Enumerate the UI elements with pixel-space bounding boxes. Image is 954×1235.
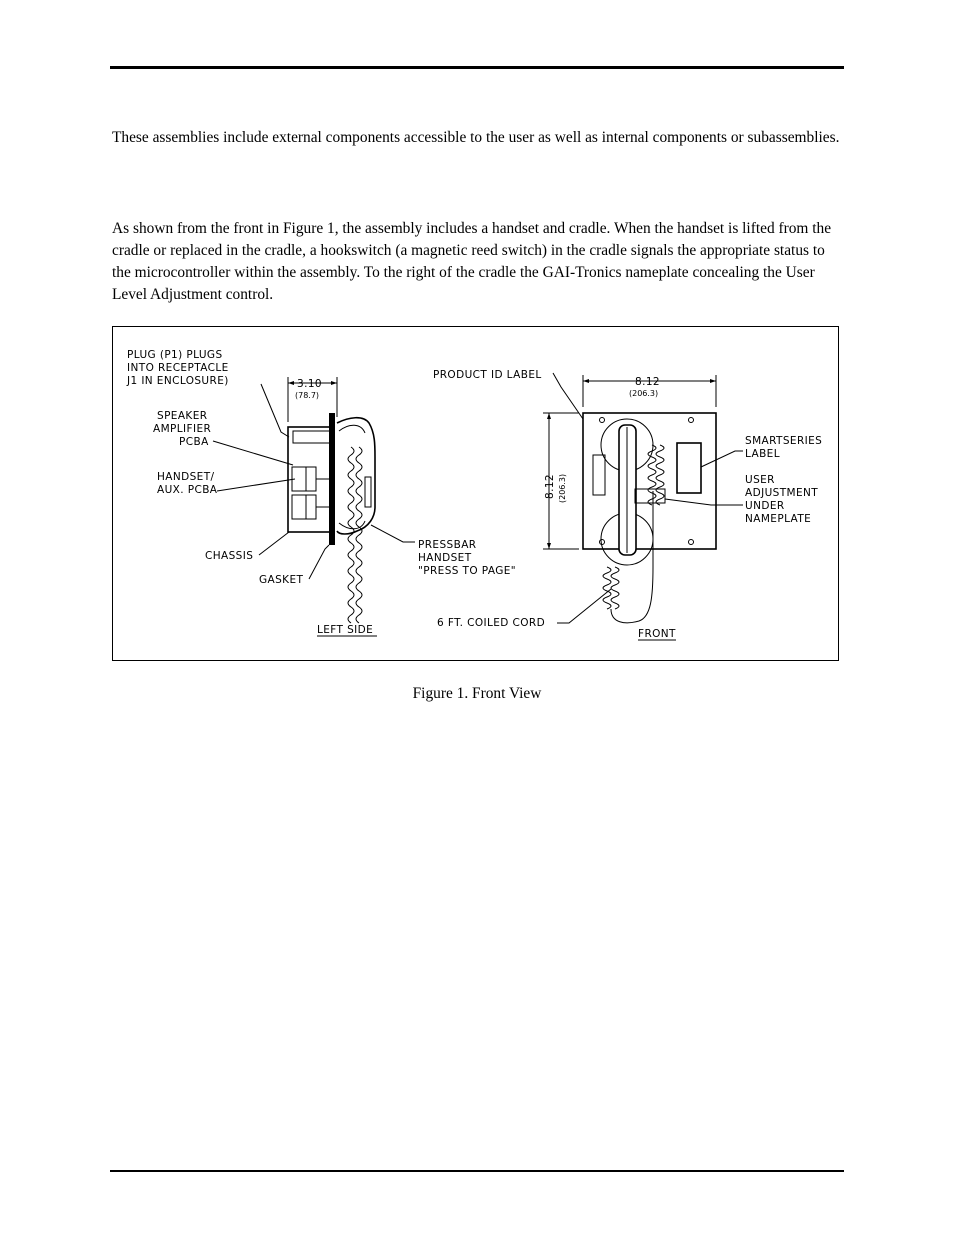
plug-label-line2: INTO RECEPTACLE xyxy=(127,362,229,374)
user-adjust-label-line3: UNDER xyxy=(745,500,785,512)
speaker-label-line3: PCBA xyxy=(179,436,209,448)
pressbar-label-line1: PRESSBAR xyxy=(418,539,477,551)
chassis-label: CHASSIS xyxy=(205,550,254,562)
product-id-label: PRODUCT ID LABEL xyxy=(433,369,542,381)
handset-pcba-label-line2: AUX. PCBA xyxy=(157,484,218,496)
figure-1 xyxy=(112,326,839,661)
height-dimension-mm: (206.3) xyxy=(558,473,567,503)
pressbar-label-line3: "PRESS TO PAGE" xyxy=(418,565,517,577)
handset-pcba-label-line1: HANDSET/ xyxy=(157,471,215,483)
coiled-cord-label: 6 FT. COILED CORD xyxy=(437,617,546,629)
left-side-view xyxy=(126,349,516,636)
depth-dimension: 3.10 xyxy=(297,378,322,390)
front-view xyxy=(433,369,822,640)
speaker-label-line1: SPEAKER xyxy=(157,410,208,422)
width-dimension: 8.12 xyxy=(635,376,660,388)
header-rule xyxy=(110,66,844,69)
left-side-title: LEFT SIDE xyxy=(317,624,374,636)
user-adjust-label-line4: NAMEPLATE xyxy=(745,513,812,525)
user-adjust-label-line1: USER xyxy=(745,474,775,486)
height-dimension: 8.12 xyxy=(544,474,556,499)
plug-label-line1: PLUG (P1) PLUGS xyxy=(127,349,223,361)
handset-cradle-paragraph: As shown from the front in Figure 1, the assembly includes a handset and cradle. When the handset is lifted from the cradle or replaced in the cradle, a hookswitch (a magnetic reed switch) in the cradle signals the appropriate status to the microcontroller within the assembly. To the right of the cradle the GAI-Tronics nameplate concealing the User Level Adjustment control. xyxy=(112,220,832,303)
smartseries-label-line1: SMARTSERIES xyxy=(745,435,823,447)
intro-paragraph: These assemblies include external components accessible to the user as well as internal components or subassemblies. xyxy=(112,129,840,146)
figure-caption: Figure 1. Front View xyxy=(412,685,542,702)
user-adjust-label-line2: ADJUSTMENT xyxy=(745,487,819,499)
gasket-label: GASKET xyxy=(259,574,304,586)
pressbar-label-line2: HANDSET xyxy=(418,552,472,564)
front-title: FRONT xyxy=(638,628,676,640)
depth-dimension-mm: (78.7) xyxy=(295,391,320,400)
footer-rule xyxy=(110,1170,844,1172)
smartseries-label-line2: LABEL xyxy=(745,448,780,460)
speaker-label-line2: AMPLIFIER xyxy=(153,423,212,435)
width-dimension-mm: (206.3) xyxy=(629,389,659,398)
plug-label-line3: J1 IN ENCLOSURE) xyxy=(127,375,229,387)
assembly-drawing xyxy=(113,327,840,662)
